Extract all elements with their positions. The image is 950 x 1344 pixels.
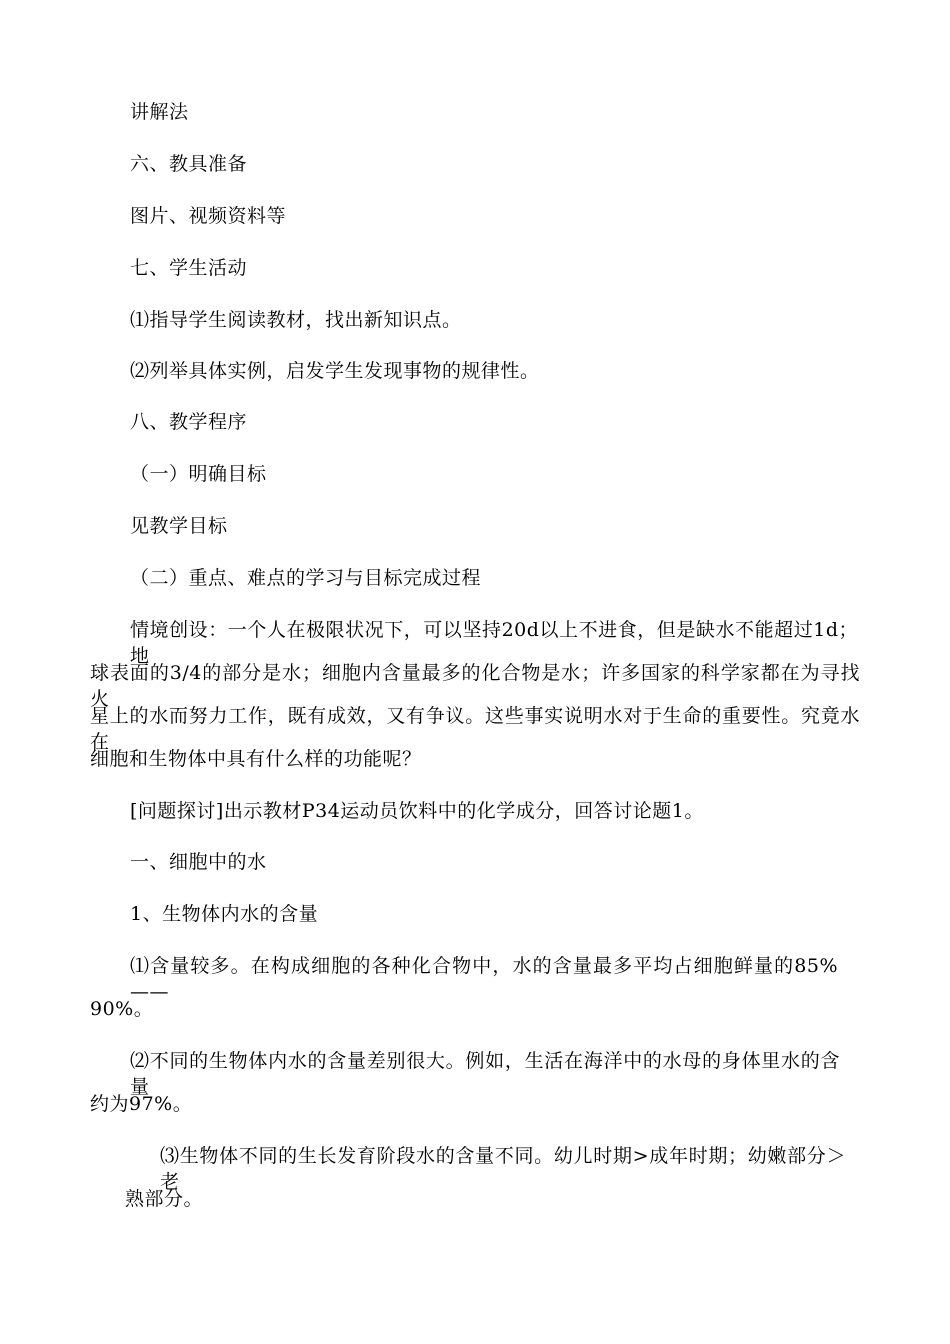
paragraph-line: ⑴含量较多。在构成细胞的各种化合物中，水的含量最多平均占细胞鲜量的85%—— [130, 955, 838, 1003]
section-heading: 八、教学程序 [130, 411, 248, 433]
text-line: 讲解法 [130, 101, 189, 123]
paragraph-line: 细胞和生物体中具有什么样的功能呢？ [90, 748, 422, 770]
paragraph-line: 情境创设：一个人在极限状况下，可以坚持20d以上不进食，但是缺水不能超过1d；地 [130, 619, 858, 667]
text-line: [问题探讨]出示教材P34运动员饮料中的化学成分，回答讨论题1。 [130, 800, 704, 822]
paragraph-line: 星上的水而努力工作，既有成效，又有争议。这些事实说明水对于生命的重要性。究竟水在 [90, 705, 860, 753]
subsection-heading: （一）明确目标 [130, 463, 267, 485]
subsection-heading: （二）重点、难点的学习与目标完成过程 [130, 567, 482, 589]
section-heading: 一、细胞中的水 [130, 851, 267, 873]
subsection-heading: 1、生物体内水的含量 [130, 903, 319, 925]
paragraph-line: 熟部分。 [125, 1188, 204, 1210]
section-heading: 六、教具准备 [130, 153, 248, 175]
paragraph-line: 约为97%。 [90, 1093, 193, 1115]
text-line: 图片、视频资料等 [130, 205, 287, 227]
list-item: ⑴指导学生阅读教材，找出新知识点。 [130, 309, 462, 331]
section-heading: 七、学生活动 [130, 257, 248, 279]
text-line: 见教学目标 [130, 515, 228, 537]
list-item: ⑵列举具体实例，启发学生发现事物的规律性。 [130, 360, 540, 382]
paragraph-line: 90%。 [90, 998, 154, 1020]
paragraph-line: 球表面的3/4的部分是水；细胞内含量最多的化合物是水；许多国家的科学家都在为寻找火 [90, 662, 860, 710]
paragraph-line: ⑵不同的生物体内水的含量差别很大。例如，生活在海洋中的水母的身体里水的含量 [130, 1050, 840, 1098]
paragraph-line: ⑶生物体不同的生长发育阶段水的含量不同。幼儿时期>成年时期；幼嫩部分＞老 [160, 1145, 846, 1193]
